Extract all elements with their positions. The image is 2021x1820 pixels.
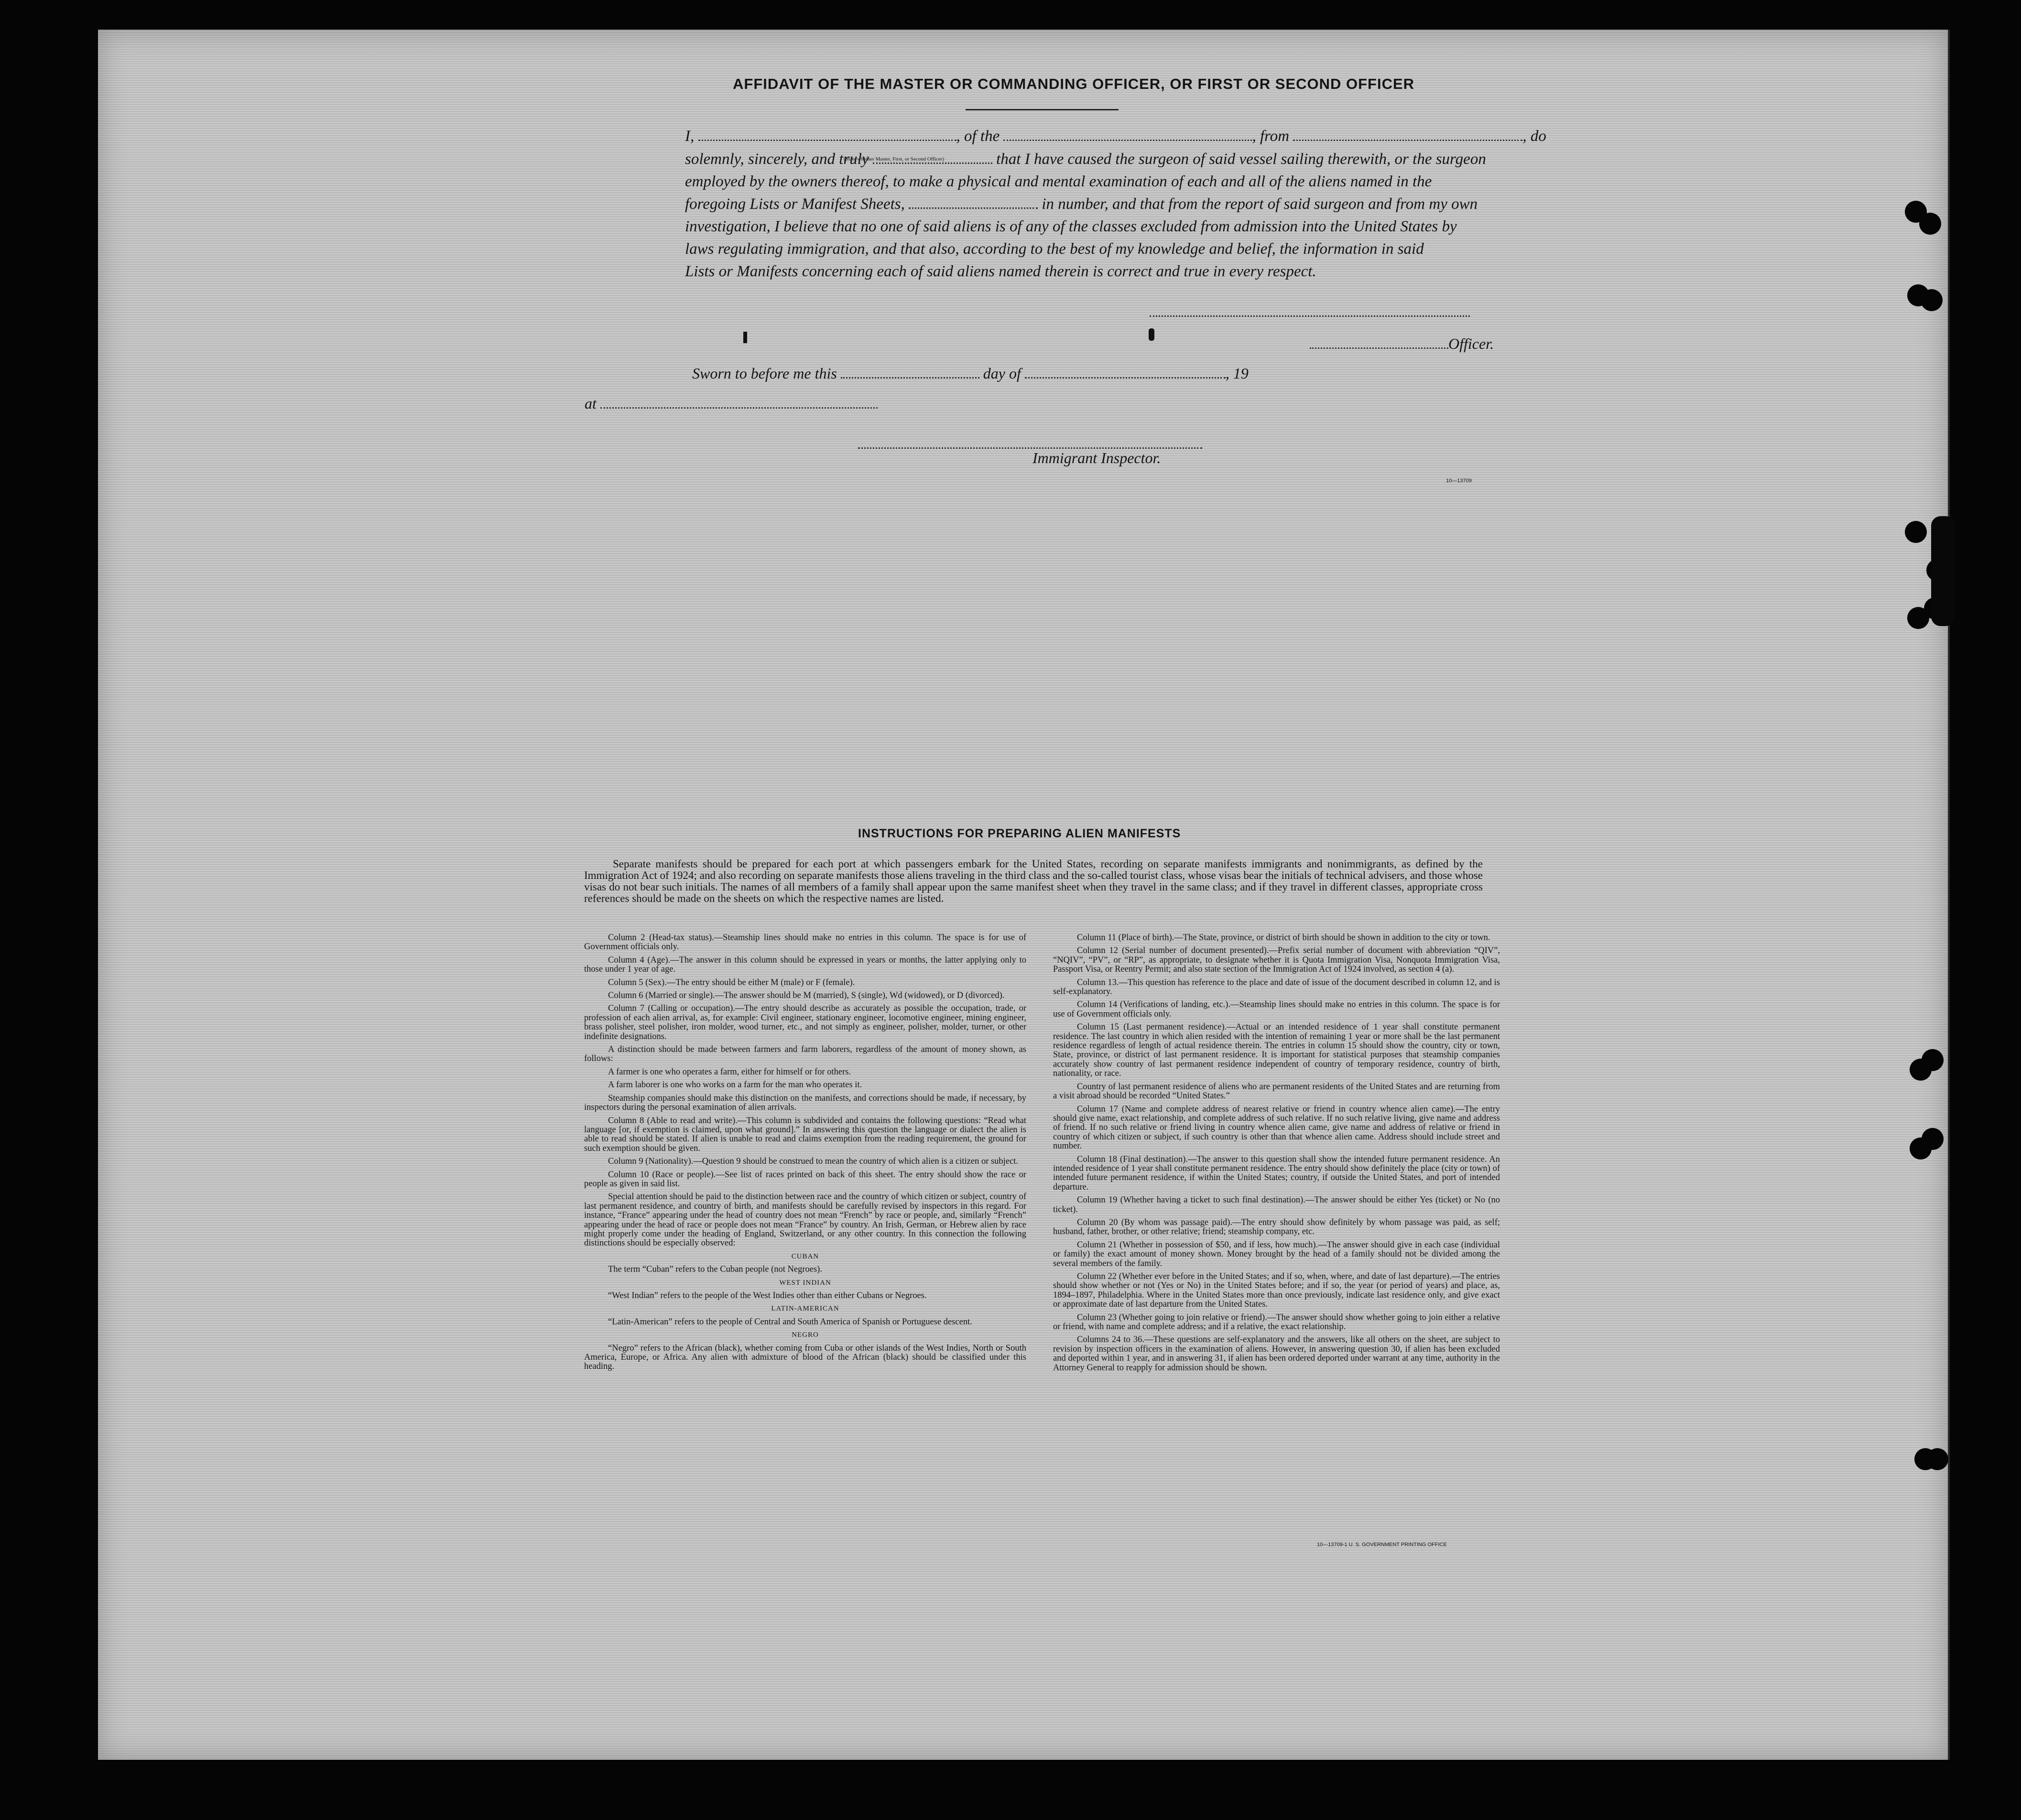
definition-heading: WEST INDIAN [779, 1278, 831, 1287]
instruction-paragraph: A farmer is one who operates a farm, either for himself or for others. [608, 1067, 851, 1077]
instruction-paragraph: Column 13.—This question has reference to the place and date of issue of the document described in column 12, and is self-explanatory. [1053, 977, 1500, 997]
inspector-label: Immigrant Inspector. [1032, 449, 1161, 466]
officer-title-field[interactable] [698, 125, 956, 141]
title-underline [966, 109, 1119, 110]
punch-hole [1919, 213, 1941, 235]
at-place-field[interactable] [600, 393, 878, 409]
definition-heading: LATIN-AMERICAN [771, 1305, 839, 1313]
instruction-paragraph: Column 22 (Whether ever before in the United States; and if so, when, where, and date of last departure).—The entries should show whether or not (Yes or No) in the United States before; and if so, the year (or period of years) and place, as, 1894–1897, Philadelphia. Where in the United States more than once previously, indicate last residence only, and give exact or approximate date of last departure from the United States. [1053, 1272, 1500, 1310]
definition-text: “Latin-American” refers to the people of Central and South America of Spanish or Portuguese descent. [608, 1317, 972, 1327]
sworn-month-field[interactable] [1025, 363, 1226, 379]
instruction-paragraph: Column 4 (Age).—The answer in this column should be expressed in years or months, the latter applying only to those under 1 year of age. [584, 955, 1026, 975]
master-note: (State whether Master, First, or Second Officer) [844, 156, 945, 162]
instructions-title: INSTRUCTIONS FOR PREPARING ALIEN MANIFESTS [858, 827, 1181, 840]
affidavit-line-1 [685, 125, 1598, 148]
punch-hole [1905, 521, 1927, 543]
sheet-count-field[interactable] [909, 193, 1038, 209]
document-sheet [98, 30, 1948, 1760]
definition-heading: CUBAN [791, 1252, 819, 1260]
instruction-paragraph: Column 19 (Whether having a ticket to such final destination).—The answer should be either Yes (ticket) or No (no ticket). [1053, 1195, 1500, 1214]
instruction-paragraph: Column 23 (Whether going to join relative or friend).—The answer should show whether going to join either a relative or friend, with name and complete address; and if a relative, the exact relationship. [1053, 1312, 1500, 1332]
instruction-paragraph: Column 15 (Last permanent residence).—Actual or an intended residence of 1 year shall constitute permanent residence. The last country in which alien resided with the intention of remaining 1 year or more shall be the last permanent residence regardless of length of actual residence therein. The entries in column 15 should show the country, city or town, State, province, or district of last permanent residence. It is important for statistical purposes that steamship companies accurately show country of last permanent residence independent of country of temporary residence, country of birth, nationality, or race. [1053, 1022, 1500, 1079]
instruction-paragraph: Column 18 (Final destination).—The answer to this question shall show the intended future permanent residence. An intended residence of 1 year shall constitute permanent residence. The entry should show definitely the place (city or town) of intended future permanent residence, if within the United States; country, if outside the United States, and port of intended departure. [1053, 1154, 1500, 1192]
instruction-paragraph: Column 9 (Nationality).—Question 9 should be construed to mean the country of which alien is a citizen or subject. [608, 1157, 1019, 1167]
affidavit-line-4 [685, 193, 1598, 216]
ink-mark [743, 332, 747, 343]
affidavit-line-7: Lists or Manifests concerning each of said aliens named therein is correct and true in every respect. [685, 263, 1316, 280]
instructions-intro: Separate manifests should be prepared for each port at which passengers embark for the United States, recording on separate manifests immigrants and nonimmigrants, as defined by the Immigration Act of 1924; and also recording on separate manifests those aliens traveling in the third class and the so-called tourist class, whose visas bear the initials of technical advisers, and those whose visas do not bear such initials. The names of all members of a family shall appear upon the same manifest sheet when they travel in the same class; and if they travel in different classes, appropriate cross references should be made on the sheets on which the respective names are listed. [584, 858, 1483, 904]
definition-text: “Negro” refers to the African (black), whether coming from Cuba or other islands of the West Indies, North or South America, Europe, or Africa. Any alien with admixture of blood of the African (black) should be classified under this heading. [584, 1343, 1026, 1372]
year-label: , 19 [1225, 365, 1249, 382]
from-port-field[interactable] [1293, 125, 1522, 141]
sworn-day-field[interactable] [841, 363, 979, 379]
vessel-name-field[interactable] [1003, 125, 1252, 141]
affidavit-line-2 [685, 148, 1598, 171]
instructions-left-column [584, 933, 1026, 1376]
sheet-edge [1948, 30, 1950, 1760]
instruction-paragraph: Column 10 (Race or people).—See list of races printed on back of this sheet. The entry should show the race or people as given in said list. [584, 1170, 1026, 1189]
instruction-paragraph: Special attention should be paid to the distinction between race and the country of which citizen or subject, country of last permanent residence, and country of birth, and manifests should be carefully revised by inspectors in this regard. For instance, “France” appearing under the head of country does not mean “French” by race or people, and, similarly “French” appearing under the head of race or people does not mean “France” by country. An Irish, German, or Hebrew alien by race might properly come under the heading of England, Switzerland, or any other country. In this connection the following distinctions should be especially observed: [584, 1192, 1026, 1248]
affidavit-text: solemnly, sincerely, and truly [685, 151, 869, 168]
ink-mark [1149, 328, 1154, 341]
instruction-paragraph: Columns 24 to 36.—These questions are self-explanatory and the answers, like all others on the sheet, are subject to revision by inspection officers in the examination of aliens. However, in answering question 30, if alien has been excluded and deported within 1 year, and in answering 31, if alien has been ordered deported under warrant at any time, authority in the Attorney General to reapply for admission should be shown. [1053, 1335, 1500, 1373]
officer-signature-field[interactable] [1310, 333, 1448, 349]
affidavit-line-5: investigation, I believe that no one of said aliens is of any of the classes excluded from admission into the United States by [685, 218, 1457, 235]
instruction-paragraph: Column 20 (By whom was passage paid).—The entry should show definitely by whom passage was paid, as self; husband, father, brother, or other relative; friend; steamship company, etc. [1053, 1217, 1500, 1237]
punch-hole [1926, 1448, 1948, 1470]
punch-hole [1910, 1059, 1932, 1081]
edge-tear [1931, 516, 1955, 626]
instruction-paragraph: A distinction should be made between farmers and farm laborers, regardless of the amount of money shown, as follows: [584, 1045, 1026, 1064]
instruction-paragraph: Column 21 (Whether in possession of $50, and if less, how much).—The answer should give in each case (individual or family) the exact amount of money shown. Money brought by the head of a family should not be divided among the several members of the family. [1053, 1240, 1500, 1268]
affidavit-text: in number, and that from the report of said surgeon and from my own [1042, 195, 1478, 213]
at-label: at [585, 395, 597, 412]
instruction-paragraph: A farm laborer is one who works on a farm for the man who operates it. [608, 1080, 862, 1090]
instructions-right-column [1053, 933, 1500, 1376]
instruction-paragraph: Column 17 (Name and complete address of nearest relative or friend in country whence alien came).—The entry should give name, exact relationship, and complete address of such relative. If no such relative living, give name and address of friend. If no such relative or friend living in country whence alien came, give name and address of relative or friend in country of which citizen or subject, if such country is other than that whence alien came. Address should include street and number. [1053, 1104, 1500, 1151]
affidavit-text: foregoing Lists or Manifest Sheets, [685, 195, 905, 213]
instruction-paragraph: Column 7 (Calling or occupation).—The entry should describe as accurately as possible the occupation, trade, or profession of each alien arrival, as, for example: Civil engineer, stationary engineer, locomotive engineer, mining engineer, brass polisher, steel polisher, iron molder, wood turner, etc., and not simply as engineer, polisher, molder, turner, or other indefinite designations. [584, 1004, 1026, 1041]
affidavit-text: , of the [956, 128, 1000, 145]
officer-line [1310, 333, 1494, 353]
officer-label: Officer. [1448, 335, 1494, 352]
affidavit-line-3: employed by the owners thereof, to make a physical and mental examination of each and all of the aliens named in the [685, 173, 1432, 190]
affidavit-line-6: laws regulating immigration, and that also, according to the best of my knowledge and belief, the information in said [685, 240, 1424, 258]
definition-text: “West Indian” refers to the people of the West Indies other than either Cubans or Negroes. [608, 1291, 927, 1300]
printing-office-footer: 10—13709-1 U. S. GOVERNMENT PRINTING OFFICE [1317, 1542, 1447, 1548]
instruction-paragraph: Column 8 (Able to read and write).—This column is subdivided and contains the following questions: “Read what language [or, if exemption is claimed, upon what ground].” In answering this question the language or dialect the alien is able to read should be stated. If alien is unable to read and claims exemption from the reading requirement, the ground for such exemption should be given. [584, 1116, 1026, 1153]
instruction-paragraph: Column 11 (Place of birth).—The State, province, or district of birth should be shown in addition to the city or town. [1077, 933, 1490, 942]
instruction-paragraph: Column 14 (Verifications of landing, etc.).—Steamship lines should make no entries in this column. The space is for use of Government officials only. [1053, 1000, 1500, 1019]
day-of-label: day of [983, 365, 1021, 382]
swear-field[interactable] [873, 148, 992, 164]
form-number: 10—13709 [1446, 478, 1472, 484]
affidavit-title: AFFIDAVIT OF THE MASTER OR COMMANDING OFFICER, OR FIRST OR SECOND OFFICER [733, 76, 1415, 92]
definition-heading: NEGRO [792, 1331, 819, 1339]
instruction-paragraph: Country of last permanent residence of aliens who are permanent residents of the United States and are returning from a visit abroad should be recorded “United States.” [1053, 1082, 1500, 1101]
inspector-signature-line[interactable] [858, 447, 1202, 449]
instruction-paragraph: Steamship companies should make this distinction on the manifests, and corrections should be made, if necessary, by inspectors during the personal examination of alien arrivals. [584, 1093, 1026, 1113]
signature-line[interactable] [1150, 315, 1470, 317]
affidavit-text: that I have caused the surgeon of said vessel sailing therewith, or the surgeon [996, 151, 1486, 168]
instruction-paragraph: Column 5 (Sex).—The entry should be either M (male) or F (female). [608, 977, 855, 987]
instruction-paragraph: Column 2 (Head-tax status).—Steamship lines should make no entries in this column. The space is for use of Government officials only. [584, 933, 1026, 952]
punch-hole [1907, 607, 1929, 629]
at-line [585, 393, 878, 412]
affidavit-text: I, [685, 128, 695, 145]
sworn-label: Sworn to before me this [692, 365, 837, 382]
affidavit-text: , from [1252, 128, 1290, 145]
punch-hole [1921, 289, 1943, 311]
affidavit-text: , do [1522, 128, 1546, 145]
instruction-paragraph: Column 12 (Serial number of document presented).—Prefix serial number of document with abbreviation “QIV”, “NQIV”, “PV”, or “RP”, as appropriate, to designate whether it is Quota Immigration Visa, Nonquota Immigration Visa, Passport Visa, or Reentry Permit; and also state section of the Immigration Act of 1924 involved, as section 4 (a). [1053, 946, 1500, 975]
punch-hole [1910, 1138, 1932, 1159]
sworn-line [692, 363, 1249, 382]
definition-text: The term “Cuban” refers to the Cuban people (not Negroes). [608, 1265, 822, 1275]
instruction-paragraph: Column 6 (Married or single).—The answer should be M (married), S (single), Wd (widowed), or D (divorced). [608, 991, 1005, 1001]
